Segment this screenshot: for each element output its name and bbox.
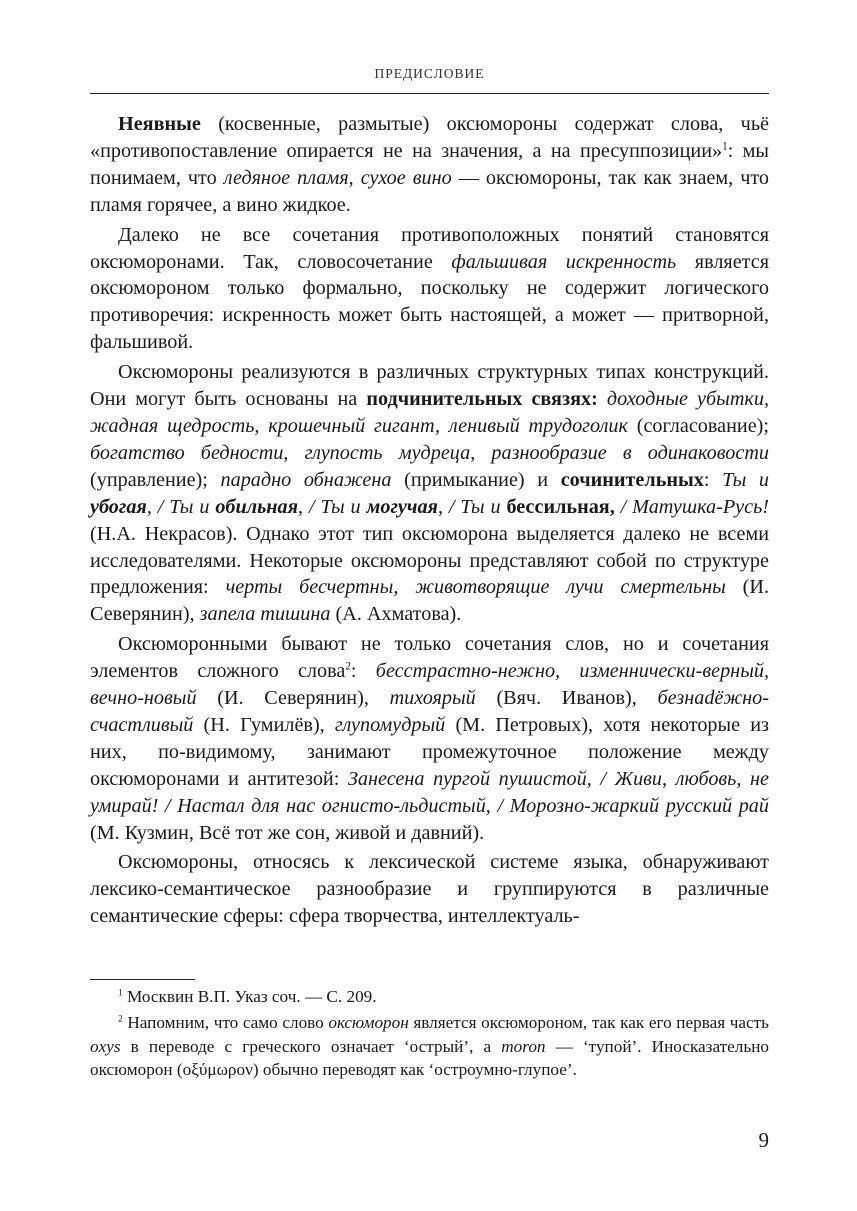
text-segment: : мы понимаем, что bbox=[90, 139, 769, 189]
text-segment: Москвин В.П. Указ соч. — С. 209. bbox=[122, 987, 377, 1006]
text-segment: (косвенные, размытые) оксюмороны содержат слова, чьё «противопоставление опирается не на значения, а на пресуппозиции» bbox=[90, 113, 769, 162]
text-segment: является оксюмороном, так как его первая часть bbox=[408, 1012, 770, 1032]
text-segment: : bbox=[350, 660, 376, 683]
book-page bbox=[90, 0, 769, 1211]
text-segment: является оксюмороном только формально, поскольку не содержит логического противоречия: искренность может быть настоящей, а может — притворной, фальшивой. bbox=[90, 250, 769, 354]
text-segment: — ‘тупой’. Иносказательно оксюморон (οξύμωρον) обычно переводят как ‘остроумно-глупое’. bbox=[90, 1036, 769, 1080]
text-segment: , / Ты и bbox=[298, 495, 367, 518]
text-segment: тихоярый bbox=[389, 687, 476, 710]
text-segment: Оксюмороны реализуются в различных структурных типах конструкций. Они могут быть основаны на bbox=[90, 361, 769, 411]
text-segment: Напомним, что само слово bbox=[122, 1012, 329, 1032]
text-segment: доходные убытки, жадная щедрость, крошечный гигант, ленивый трудоголик bbox=[90, 388, 770, 437]
text-segment: подчинительных связях: bbox=[366, 388, 598, 411]
running-head: ПРЕДИСЛОВИЕ bbox=[374, 66, 485, 81]
paragraph-structural-types bbox=[90, 359, 769, 628]
text-segment: Оксюмороны, относясь к лексической системе языка, обнаруживают лексико-семантическое разнообразие и группируются в различные семантические сферы: сфера творчества, интеллектуаль- bbox=[90, 851, 769, 928]
text-segment: (М. Петровых), хотя некоторые из них, по-видимому, занимают промежуточное положение между оксюморонами и антитезой: bbox=[90, 713, 769, 790]
text-segment: обильная bbox=[215, 495, 299, 518]
paragraph-compound-words bbox=[90, 631, 769, 846]
text-segment: сочинительных bbox=[560, 468, 704, 491]
text-segment: парадно обнажена bbox=[220, 468, 392, 491]
text-segment: черты бесчертны, животворящие лучи смертельны bbox=[225, 576, 726, 599]
text-segment bbox=[598, 388, 607, 410]
footnotes bbox=[90, 985, 769, 1084]
text-segment: — оксюмороны, так как знаем, что пламя горячее, а вино жидкое. bbox=[90, 166, 769, 216]
footnote-rule bbox=[90, 979, 195, 980]
text-segment: (Вяч. Иванов), bbox=[475, 687, 658, 710]
header-rule bbox=[90, 93, 769, 94]
paragraph-formal-oxymoron bbox=[90, 222, 769, 357]
text-segment: (И. Северянин), bbox=[196, 687, 390, 710]
text-segment: : bbox=[703, 468, 723, 491]
text-segment: 2 bbox=[345, 660, 351, 673]
text-segment: ледяное пламя, сухое вино bbox=[223, 166, 452, 189]
text-segment: Оксюморонными бывают не только сочетания слов, но и сочетания элементов сложного слова bbox=[90, 633, 769, 683]
text-segment: Далеко не все сочетания противоположных понятий становятся оксюморонами. Так, словосочетание bbox=[90, 223, 769, 273]
text-segment: 1 bbox=[722, 140, 728, 153]
text-segment: Занесена пургой пушистой, / Живи, любовь, не умирай! / Настал для нас огнисто-льдистый, / Морозно-жаркий русский рай bbox=[90, 767, 769, 817]
text-segment: (А. Ахматова). bbox=[330, 603, 462, 626]
text-segment: oxys bbox=[90, 1036, 121, 1056]
text-segment: запела тишина bbox=[199, 603, 331, 626]
paragraph-implicit-oxymorons bbox=[90, 111, 769, 219]
text-segment: бесстрастно-нежно, изменнически-верный, вечно-новый bbox=[90, 660, 770, 710]
paragraph-semantic-spheres bbox=[90, 849, 769, 930]
text-segment: убогая bbox=[90, 495, 147, 518]
text-segment: 2 bbox=[118, 1014, 123, 1025]
text-segment: могучая bbox=[366, 495, 438, 518]
text-segment: (управление); bbox=[90, 468, 221, 491]
page-number: 9 bbox=[758, 1128, 769, 1152]
text-segment: Неявные bbox=[118, 113, 201, 135]
text-segment: 1 bbox=[118, 988, 123, 999]
text-segment: / Матушка-Русь! bbox=[614, 495, 769, 518]
text-segment: (Н. Гумилёв), bbox=[193, 713, 335, 736]
text-segment: в переводе с греческого означает ‘острый’, а bbox=[120, 1036, 502, 1056]
text-segment: богатство бедности, глупость мудреца, разнообразие в одинаковости bbox=[90, 441, 769, 464]
text-segment: оксюморон bbox=[328, 1012, 409, 1032]
text-segment: (Н.А. Некрасов). Однако этот тип оксюморона выделяется далеко не всеми исследователями. Некоторые оксюмороны представляют собой по структуре предложения: bbox=[90, 522, 769, 599]
footnote-1 bbox=[90, 985, 769, 1009]
text-segment: фальшивая искренность bbox=[451, 250, 677, 273]
text-segment: (примыкание) и bbox=[391, 468, 561, 491]
text-segment: (согласование); bbox=[627, 414, 769, 437]
text-segment: , / Ты и bbox=[437, 495, 507, 518]
text-segment: безнаdёжно-счастливый bbox=[90, 687, 769, 736]
text-segment: moron bbox=[501, 1036, 546, 1056]
text-segment: Ты и bbox=[722, 468, 769, 491]
text-segment: (М. Кузмин, Всё тот же сон, живой и давний). bbox=[90, 821, 485, 844]
text-segment: глупомудрый bbox=[334, 713, 446, 736]
footnote-2 bbox=[90, 1011, 769, 1082]
body-text bbox=[90, 111, 769, 933]
text-segment: (И. Северянин), bbox=[90, 576, 770, 626]
text-segment: , / Ты и bbox=[146, 495, 216, 518]
text-segment: бессильная, bbox=[506, 495, 615, 518]
